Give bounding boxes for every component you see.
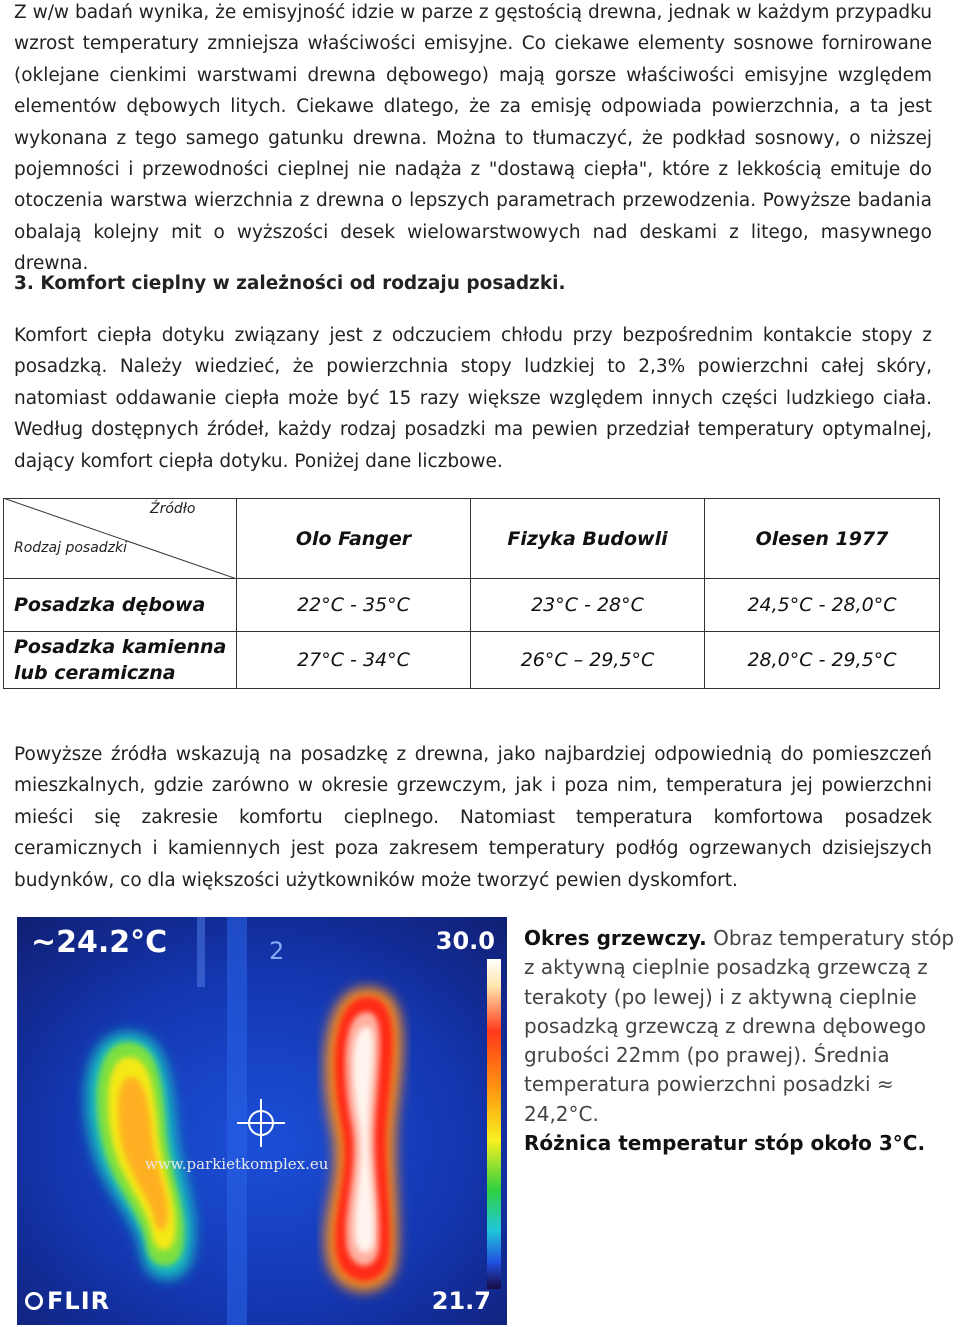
thermal-caption	[524, 924, 960, 1158]
row-label-text: Posadzka kamienna	[14, 636, 227, 658]
right-foot-thermal	[324, 987, 402, 1292]
table-corner-cell	[3, 498, 237, 579]
paragraph-emissivity: Z w/w badań wynika, że emisyjność idzie w parze z gęstością drewna, jednak w każdym przypadku wzrost temperatury zmniejsza właściwości emisyjne. Co ciekawe elementy sosnowe fornirowane (oklejane cienkimi warstwami drewna dębowego) mają gorsze właściwości emisyjne względem elementów dębowych litych. Ciekawe dlatego, że za emisję odpowiada powierzchnia, a ta jest wykonana z tego samego gatunku drewna. Można to tłumaczyć, że podkład sosnowy, o niższej pojemności i przewodności cieplnej nie nadąża z "dostawą ciepła", które z lekkością emituje do otoczenia warstwa wierzchnia z drewna o lepszych parametrach przewodzenia. Powyższe badania obalają kolejny mit o wyższości desek wielowarstwowych nad deskami z litego, masywnego drewna.	[14, 2, 932, 275]
section-heading: 3. Komfort cieplny w zależności od rodzaju posadzki.	[14, 273, 566, 294]
watermark-text: www.parkietkomplex.eu	[145, 1155, 329, 1173]
table-cell: 26°C – 29,5°C	[470, 631, 705, 689]
flir-logo-text: FLIR	[47, 1287, 111, 1315]
paragraph-comfort: Komfort ciepła dotyku związany jest z odczuciem chłodu przy bezpośrednim kontakcie stopy z posadzką. Należy wiedzieć, że powierzchnia stopy ludzkiej to 2,3% powierzchni całej skóry, natomiast oddawanie ciepła może być 15 razy większe względem innych części ludzkiego ciała. Według dostępnych źródeł, każdy rodzaj posadzki ma pewien przedział temperatury optymalnej, dający komfort ciepła dotyku. Poniżej dane liczbowe.	[14, 325, 932, 472]
caption-tail: Różnica temperatur stóp około 3°C.	[524, 1131, 926, 1156]
table-cell: 22°C - 35°C	[236, 578, 471, 632]
caption-body: Obraz temperatury stóp z aktywną cieplnie posadzką grzewczą z terakoty (po lewej) i z aktywną cieplnie posadzką grzewczą z drewna dębowego grubości 22mm (po prawej). Średnia temperatura powierzchni posadzki ≈ 24,2°C.	[524, 926, 955, 1126]
table-cell: 27°C - 34°C	[236, 631, 471, 689]
table-row-label	[3, 631, 237, 689]
flir-logo	[25, 1287, 110, 1315]
table-cell: 28,0°C - 29,5°C	[704, 631, 940, 689]
floor-seam	[227, 917, 247, 1325]
corner-label-floor-type: Rodzaj posadzki	[14, 540, 128, 556]
table-cell: 23°C - 28°C	[470, 578, 705, 632]
diagonal-line	[3, 498, 237, 579]
caption-lead: Okres grzewczy.	[524, 926, 707, 950]
table-cell: 24,5°C - 28,0°C	[704, 578, 940, 632]
scale-min-label: 21.7	[431, 1287, 491, 1315]
row-label-text: lub ceramiczna	[14, 662, 176, 684]
flir-logo-icon	[25, 1292, 43, 1310]
row-label-text: Posadzka dębowa	[14, 594, 206, 616]
corner-label-source: Źródło	[150, 501, 196, 517]
paragraph-conclusion: Powyższe źródła wskazują na posadzkę z drewna, jako najbardziej odpowiednią do pomieszczeń mieszkalnych, gdzie zarówno w okresie grzewczym, jak i poza nim, temperatura jej powierzchni mieści się zakresie komfortu cieplnego. Natomiast temperatura komfortowa posadzek ceramicznych i kamiennych jest poza zakresem temperatury podłóg ogrzewanych dzisiejszych budynków, co dla większości użytkowników może tworzyć pewien dyskomfort.	[14, 744, 932, 891]
thermal-image	[17, 917, 507, 1325]
spot-temperature-readout: ~24.2°C	[31, 925, 168, 960]
marker-label: 2	[269, 937, 285, 965]
temperature-scale-bar	[487, 959, 501, 1289]
table-header-cell: Olesen 1977	[704, 498, 940, 579]
table-header-cell: Olo Fanger	[236, 498, 471, 579]
table-header-cell: Fizyka Budowli	[470, 498, 705, 579]
scale-max-label: 30.0	[435, 927, 495, 955]
comfort-table	[3, 498, 940, 689]
table-row-label	[3, 578, 237, 632]
